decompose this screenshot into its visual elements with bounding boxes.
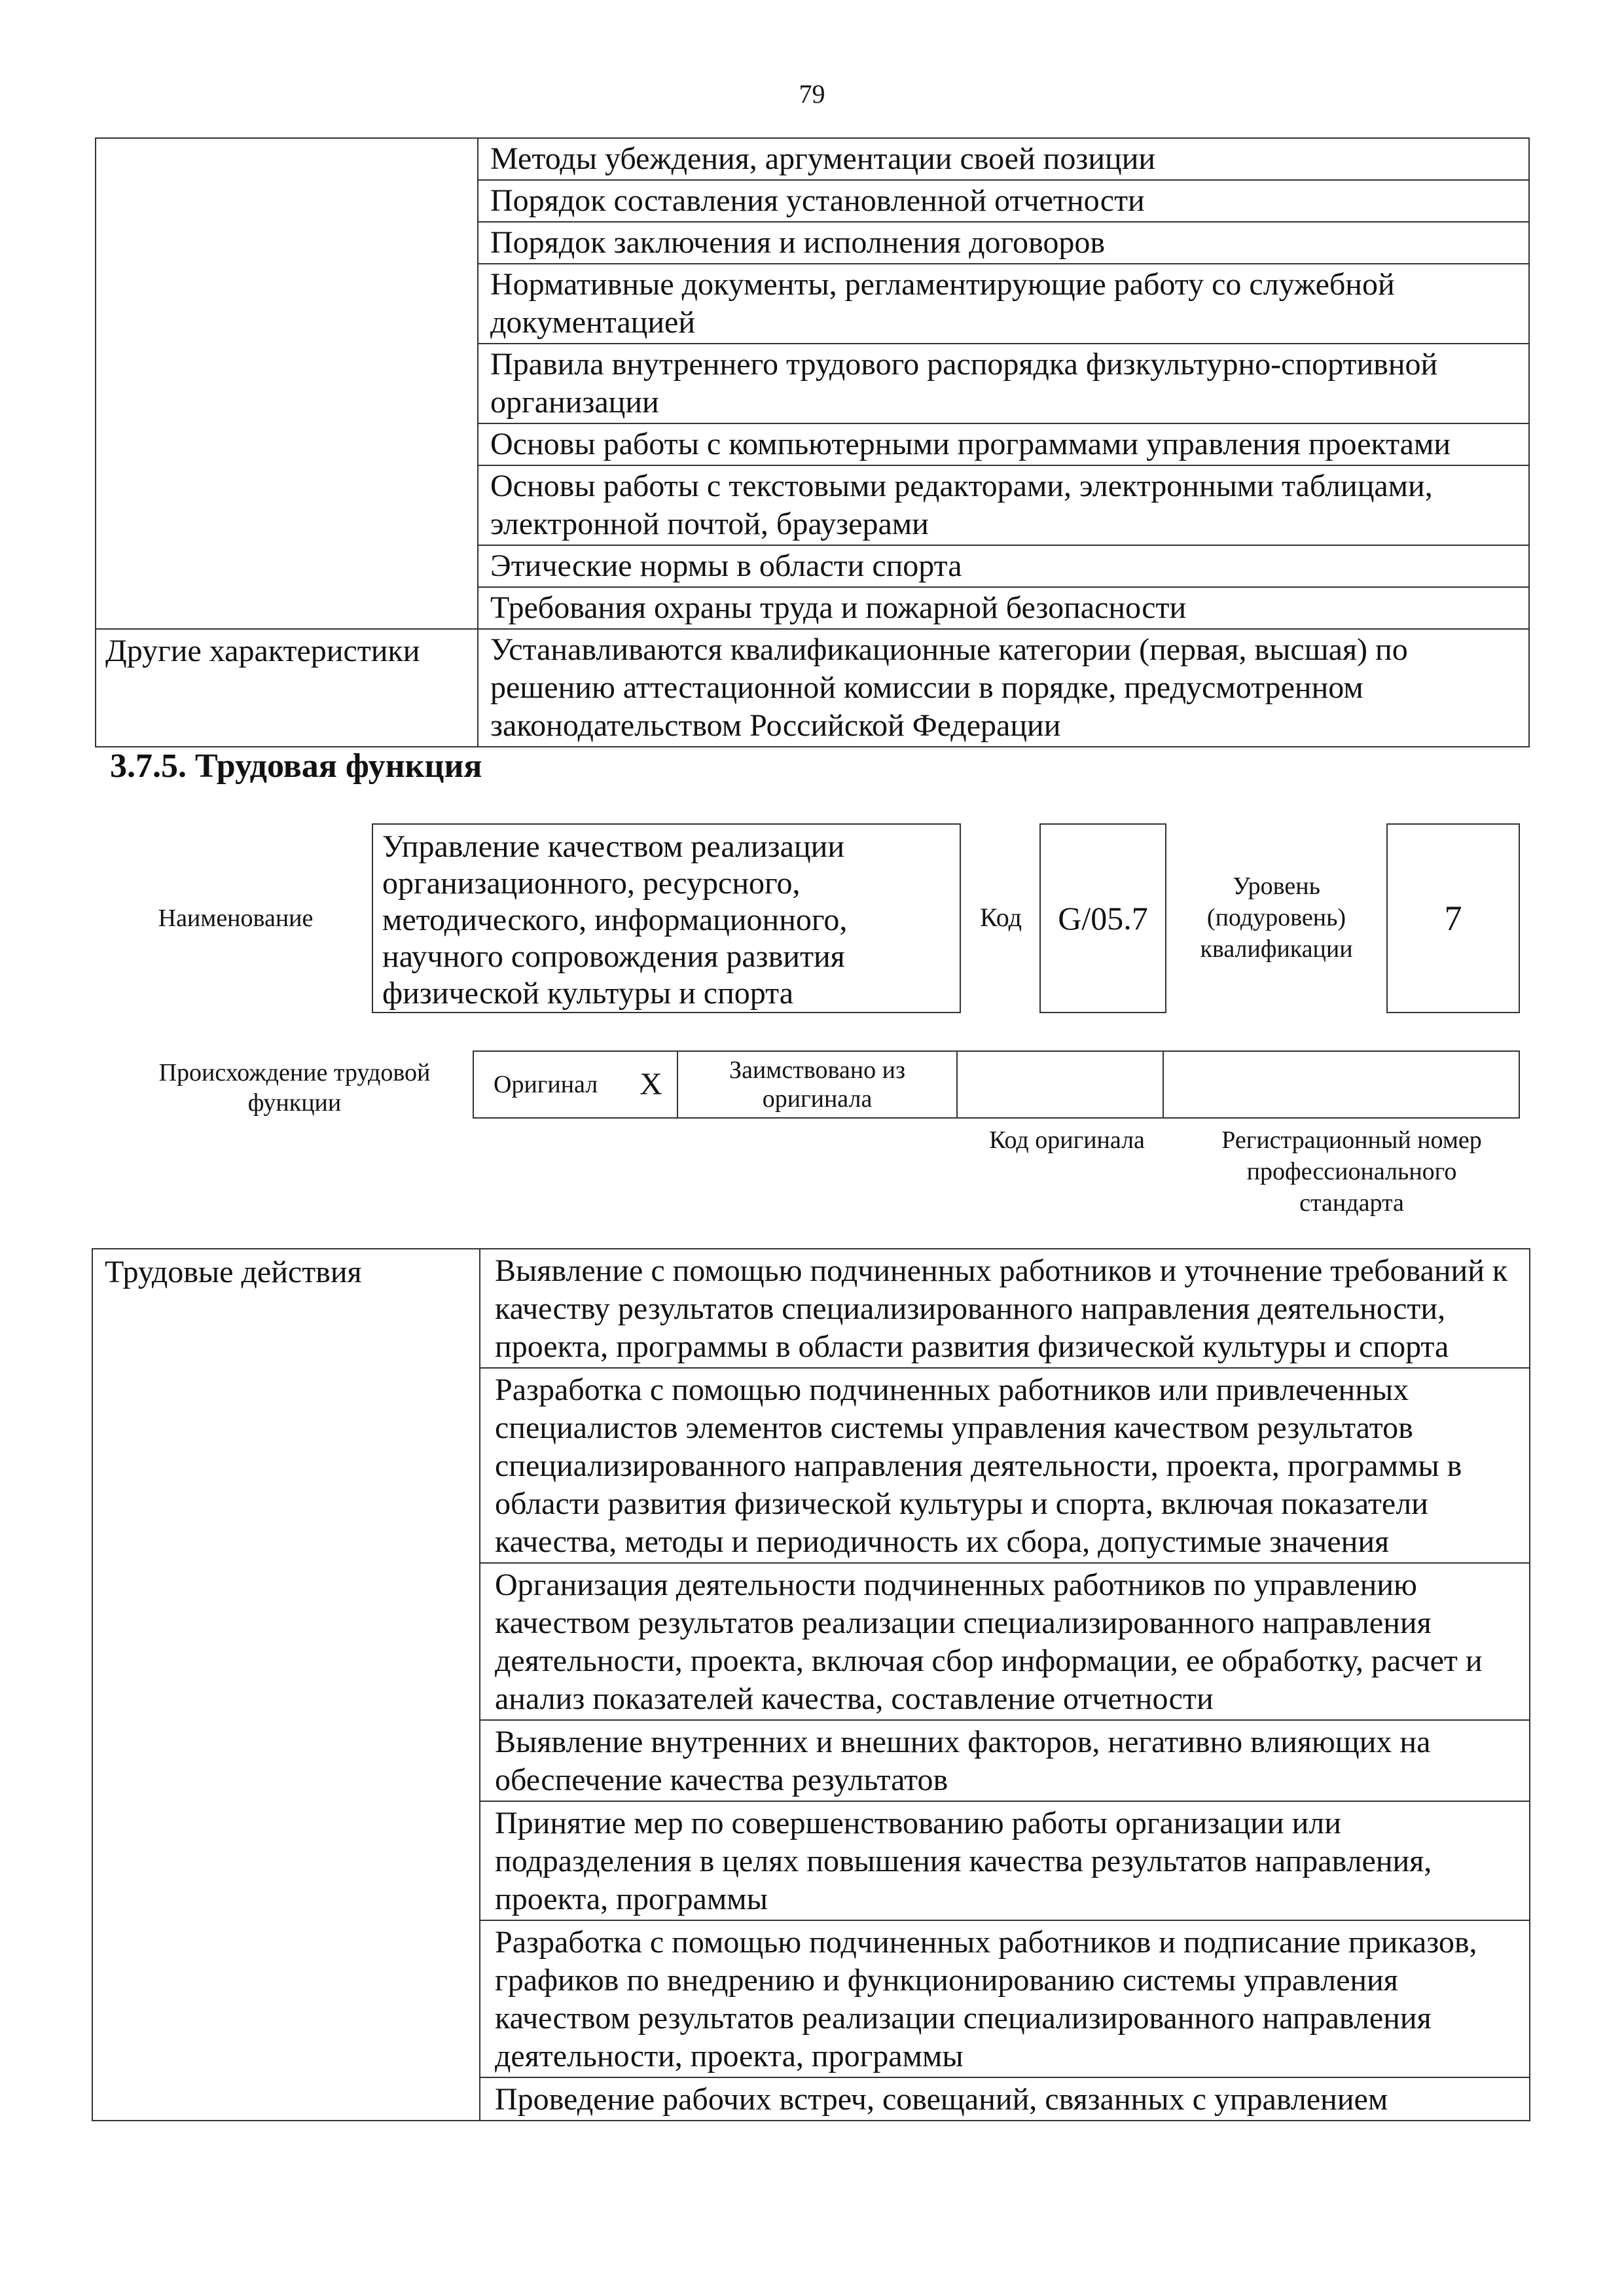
table-row xyxy=(96,629,1529,747)
labor-action-item: Разработка с помощью подчиненных работников и подписание приказов, графиков по внедрению и функционированию системы управления качеством результатов реализации специализированного направления деятельности, проекта, программы xyxy=(480,1920,1530,2077)
original-label: Оригинал xyxy=(473,1051,625,1118)
code-label: Код xyxy=(980,903,1022,932)
origin-reg-number-cell xyxy=(1163,1051,1519,1118)
code-box: G/05.7 xyxy=(1039,823,1166,1013)
labor-action-item: Выявление с помощью подчиненных работников и уточнение требований к качеству результатов специализированного направления деятельности, проекта, программы в области развития физической культуры и спорта xyxy=(480,1249,1530,1368)
knowledge-item: Правила внутреннего трудового распорядка физкультурно-спортивной организации xyxy=(478,344,1529,423)
labor-action-item: Выявление внутренних и внешних факторов, негативно влияющих на обеспечение качества результатов xyxy=(480,1720,1530,1801)
origin-label: Происхождение трудовой функции xyxy=(158,1059,431,1117)
origin-code-cell xyxy=(957,1051,1163,1118)
page-number: 79 xyxy=(799,79,825,109)
knowledge-table xyxy=(95,137,1530,747)
function-name-box: Управление качеством реализации организационного, ресурсного, методического, информационного, научного сопровождения развития физической культуры и спорта xyxy=(372,823,961,1013)
knowledge-item: Требования охраны труда и пожарной безопасности xyxy=(478,587,1529,629)
knowledge-item: Порядок составления установленной отчетности xyxy=(478,180,1529,222)
origin-table xyxy=(473,1050,1520,1119)
table-row xyxy=(92,1249,1530,1368)
labor-action-item: Разработка с помощью подчиненных работников или привлеченных специалистов элементов системы управления качеством результатов специализированного направления деятельности, проекта, программы в области развития физической культуры и спорта, включая показатели качества, методы и периодичность их сбора, допустимые значения xyxy=(480,1368,1530,1563)
knowledge-item: Основы работы с компьютерными программами управления проектами xyxy=(478,423,1529,465)
labor-actions-label: Трудовые действия xyxy=(92,1249,480,2121)
borrowed-label: Заимствовано из оригинала xyxy=(677,1051,957,1118)
labor-action-item: Проведение рабочих встреч, совещаний, связанных с управлением xyxy=(480,2077,1530,2121)
origin-code-caption: Код оригинала xyxy=(989,1126,1145,1154)
knowledge-item: Этические нормы в области спорта xyxy=(478,545,1529,587)
knowledge-item: Методы убеждения, аргументации своей позиции xyxy=(478,138,1529,180)
level-label: Уровень (подуровень) квалификации xyxy=(1200,872,1353,963)
other-characteristics-label: Другие характеристики xyxy=(96,629,478,747)
labor-action-item: Принятие мер по совершенствованию работы организации или подразделения в целях повышения качества результатов направления, проекта, программы xyxy=(480,1801,1530,1920)
knowledge-item: Нормативные документы, регламентирующие работу со служебной документацией xyxy=(478,264,1529,344)
original-mark: X xyxy=(625,1051,677,1118)
table-row xyxy=(96,138,1529,180)
name-label: Наименование xyxy=(158,905,314,932)
other-characteristics-text: Устанавливаются квалификационные категории (первая, высшая) по решению аттестационной комиссии в порядке, предусмотренном законодательством Российской Федерации xyxy=(478,629,1529,747)
origin-reg-caption: Регистрационный номер профессионального стандарта xyxy=(1221,1126,1482,1217)
labor-actions-table xyxy=(92,1248,1530,2121)
knowledge-item: Основы работы с текстовыми редакторами, электронными таблицами, электронной почтой, браузерами xyxy=(478,465,1529,545)
knowledge-item: Порядок заключения и исполнения договоров xyxy=(478,222,1529,264)
knowledge-left-empty-cell xyxy=(96,138,478,629)
level-box: 7 xyxy=(1386,823,1520,1013)
table-row xyxy=(473,1051,1519,1118)
section-title: 3.7.5. Трудовая функция xyxy=(110,747,482,785)
labor-action-item: Организация деятельности подчиненных работников по управлению качеством результатов реализации специализированного направления деятельности, проекта, включая сбор информации, ее обработку, расчет и анализ показателей качества, составление отчетности xyxy=(480,1563,1530,1720)
